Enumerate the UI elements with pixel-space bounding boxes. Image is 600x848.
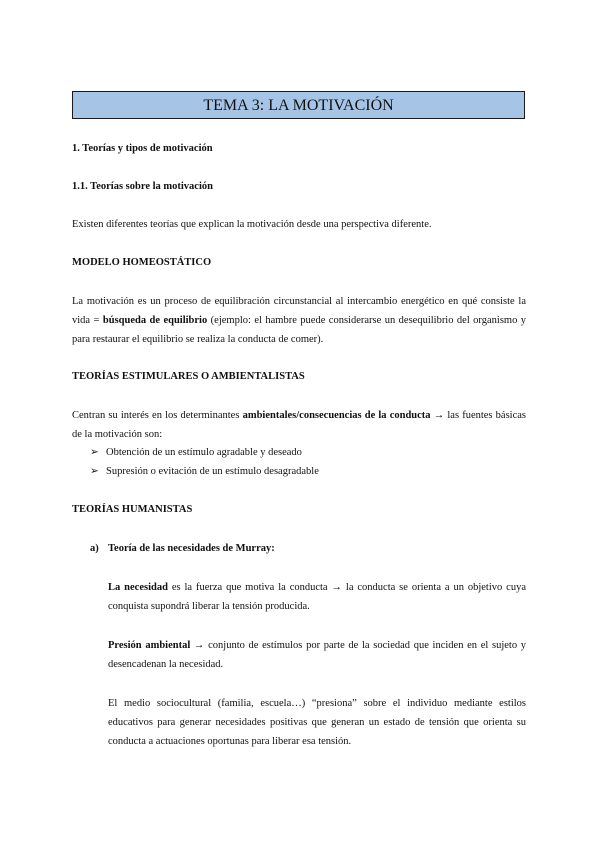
homeostatic-paragraph: La motivación es un proceso de equilibración circunstancial al intercambio energético en qué consiste la vida = búsqueda de equilibrio (ejemplo: el hambre puede considerarse un desequilibrio del organismo y para restaurar el equilibrio se realiza la conducta de comer). <box>72 296 527 345</box>
section-heading-1-1: 1.1. Teorías sobre la motivación <box>72 181 213 192</box>
list-item: ➢ Supresión o evitación de un estímulo desagradable <box>90 466 319 477</box>
page-title: TEMA 3: LA MOTIVACIÓN <box>72 91 525 119</box>
homeostatic-heading: MODELO HOMEOSTÁTICO <box>72 257 212 268</box>
intro-paragraph: Existen diferentes teorías que explican la motivación desde una perspectiva diferente. <box>72 219 432 230</box>
murray-subheading: a) Teoría de las necesidades de Murray: <box>90 543 275 554</box>
medio-paragraph: El medio sociocultural (familia, escuela…) “presiona” sobre el individuo mediante estilos educativos para generar necesidades positivas que generan un estado de tensión que orienta su conducta a actuaciones oportunas para liberar esa tensión. <box>108 698 526 747</box>
arrow-bullet-icon: ➢ <box>90 466 99 477</box>
list-item: ➢ Obtención de un estímulo agradable y deseado <box>90 447 302 458</box>
necesidad-paragraph: La necesidad es la fuerza que motiva la conducta → la conducta se orienta a un objetivo cuya conquista supondrá liberar la tensión producida. <box>108 582 526 612</box>
stimular-heading: TEORÍAS ESTIMULARES O AMBIENTALISTAS <box>72 371 305 382</box>
presion-paragraph: Presión ambiental → conjunto de estímulos por parte de la sociedad que inciden en el sujeto y desencadenan la necesidad. <box>108 640 526 670</box>
humanist-heading: TEORÍAS HUMANISTAS <box>72 504 193 515</box>
section-heading-1: 1. Teorías y tipos de motivación <box>72 143 213 154</box>
arrow-bullet-icon: ➢ <box>90 447 99 458</box>
stimular-paragraph: Centran su interés en los determinantes ambientales/consecuencias de la conducta → las fuentes básicas de la motivación son: <box>72 410 527 440</box>
